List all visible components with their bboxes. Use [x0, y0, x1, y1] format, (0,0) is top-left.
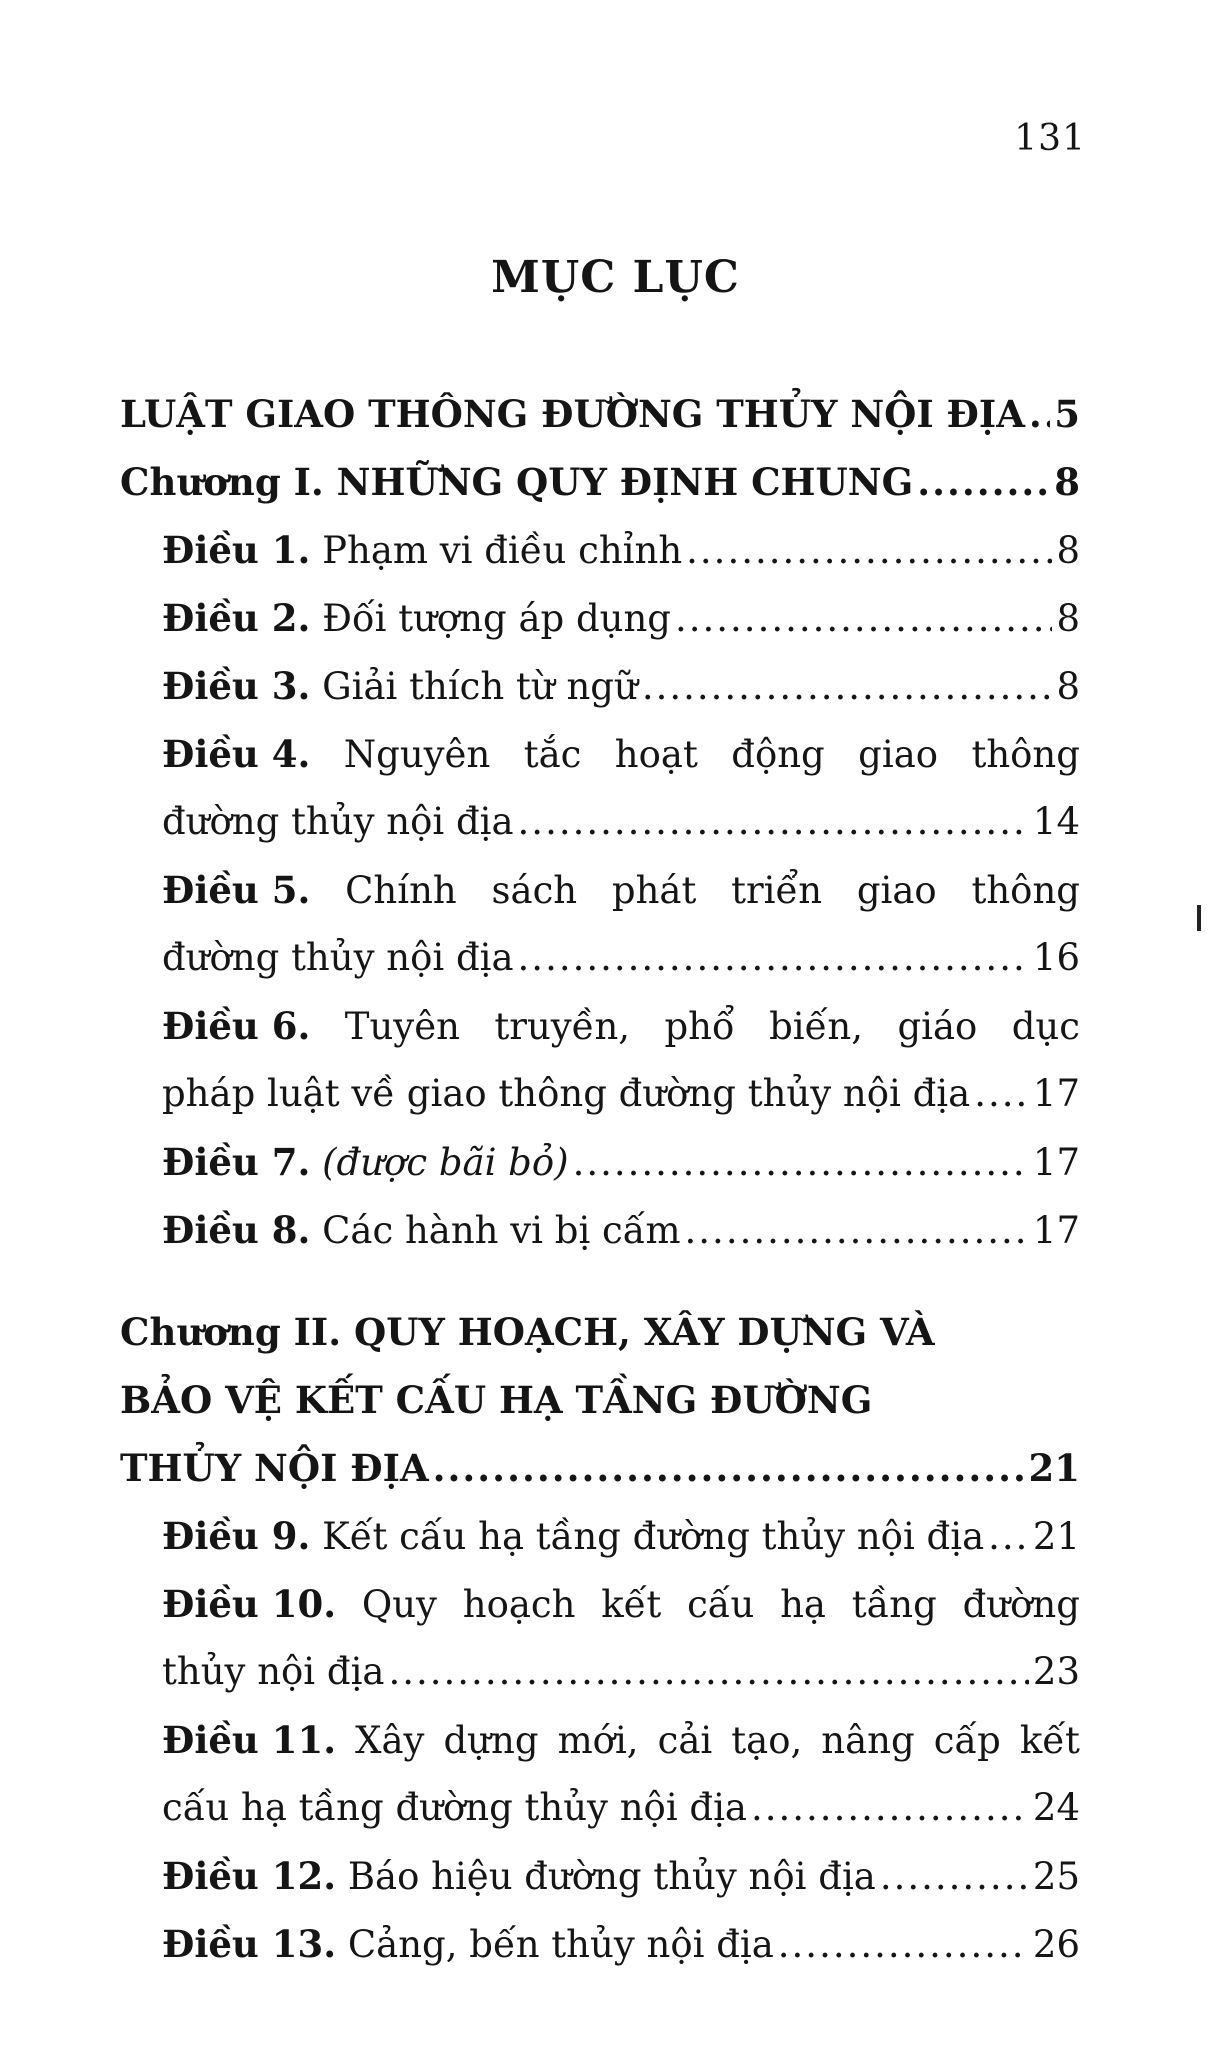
toc-entry — [120, 584, 1080, 652]
toc-entry-word: giao — [856, 869, 937, 912]
article-number: Điều 11. — [162, 1718, 337, 1762]
article-number: Điều 3. — [162, 664, 311, 708]
toc-entry — [120, 380, 1080, 448]
toc-page-number: 24 — [1032, 1786, 1080, 1829]
toc-entry-continuation — [120, 1774, 1080, 1842]
toc-entry-word: giáo — [897, 1005, 978, 1048]
toc-entry-title: thủy nội địa — [162, 1650, 385, 1693]
toc-entry-label — [162, 652, 638, 721]
table-of-contents — [120, 380, 1080, 1978]
toc-entry — [120, 1434, 1080, 1502]
toc-entry-first-line — [120, 856, 1080, 924]
toc-entry — [120, 1502, 1080, 1570]
dot-leader — [988, 1503, 1029, 1571]
toc-entry-title: đường thủy nội địa — [162, 936, 514, 979]
toc-entry — [120, 516, 1080, 584]
toc-entry-title: Báo hiệu đường thủy nội địa — [347, 1855, 876, 1898]
toc-entry-label — [120, 1434, 429, 1502]
toc-entry-word: biến, — [769, 1005, 863, 1048]
toc-entry-label — [162, 584, 671, 653]
dot-leader — [880, 1843, 1029, 1911]
toc-entry-first-line — [120, 992, 1080, 1060]
article-number: Điều 7. — [162, 1140, 311, 1184]
toc-page-number: 14 — [1032, 800, 1080, 843]
dot-leader — [917, 448, 1050, 516]
toc-entry-title: Các hành vi bị cấm — [322, 1209, 681, 1252]
toc-entry-title: (được bãi bỏ) — [322, 1141, 569, 1184]
article-number: Điều 10. — [162, 1582, 337, 1626]
toc-entry-word: cải — [657, 1719, 713, 1762]
article-number: Điều 12. — [162, 1854, 337, 1898]
toc-entry-first-line — [120, 1570, 1080, 1638]
dot-leader — [778, 1911, 1029, 1979]
chapter-heading-text: Chương II. QUY HOẠCH, XÂY DỰNG VÀ — [120, 1310, 935, 1354]
toc-entry-continuation — [120, 924, 1080, 992]
toc-page-number: 8 — [1056, 529, 1080, 572]
toc-entry-title: cấu hạ tầng đường thủy nội địa — [162, 1786, 747, 1829]
article-number: Điều 1. — [162, 528, 311, 572]
toc-entry-title: pháp luật về giao thông đường thủy nội địa — [162, 1072, 971, 1115]
toc-entry-word: cấp — [933, 1719, 1001, 1762]
toc-entry-title: Kết cấu hạ tầng đường thủy nội địa — [322, 1515, 985, 1558]
toc-entry-word: đường — [962, 1583, 1080, 1626]
toc-entry-word: Xây — [355, 1719, 425, 1762]
toc-entry-word: sách — [491, 869, 578, 912]
toc-page-number: 26 — [1032, 1923, 1080, 1966]
toc-entry-word: hạ — [780, 1583, 826, 1626]
dot-leader — [675, 585, 1052, 653]
toc-entry — [120, 1910, 1080, 1978]
toc-entry-word: kết — [1019, 1719, 1080, 1762]
toc-entry-continuation — [120, 788, 1080, 856]
toc-entry — [120, 448, 1080, 516]
toc-page-number: 17 — [1032, 1072, 1080, 1115]
toc-entry-first-line — [120, 720, 1080, 788]
toc-page-number: 17 — [1032, 1209, 1080, 1252]
article-number: Điều 13. — [162, 1922, 337, 1966]
toc-entry-word: nâng — [821, 1719, 915, 1762]
toc-entry-continuation — [120, 1060, 1080, 1128]
toc-entry-word: phát — [611, 869, 697, 912]
toc-entry-label — [162, 1128, 569, 1197]
toc-entry — [120, 1842, 1080, 1910]
toc-entry-title: Chương I. NHỮNG QUY ĐỊNH CHUNG — [120, 460, 914, 504]
toc-entry-word: hoạch — [462, 1583, 576, 1626]
scan-mark — [1197, 905, 1201, 931]
toc-entry-word: kết — [601, 1583, 662, 1626]
dot-leader — [974, 1060, 1029, 1128]
toc-entry-word: hoạt — [614, 733, 698, 776]
chapter-heading-line — [120, 1366, 1080, 1434]
toc-entry-title: Cảng, bến thủy nội địa — [347, 1923, 774, 1966]
dot-leader — [686, 517, 1052, 585]
toc-entry-continuation — [120, 1638, 1080, 1706]
toc-entry-word: tạo, — [731, 1719, 803, 1762]
toc-entry-label — [162, 1842, 876, 1911]
toc-entry-word: giao — [858, 733, 939, 776]
dot-leader — [642, 653, 1053, 721]
toc-entry-word: dục — [1011, 1005, 1080, 1048]
article-number: Điều 9. — [162, 1514, 311, 1558]
toc-entry-word: Chính — [345, 869, 457, 912]
toc-page-number: 17 — [1032, 1141, 1080, 1184]
dot-leader — [685, 1197, 1029, 1265]
toc-page-number: 16 — [1032, 936, 1080, 979]
toc-entry-title: Đối tượng áp dụng — [322, 597, 671, 640]
article-number: Điều 5. — [162, 868, 311, 912]
dot-leader — [751, 1774, 1029, 1842]
page-title: MỤC LỤC — [491, 252, 740, 303]
dot-leader — [518, 788, 1029, 856]
toc-entry — [120, 1128, 1080, 1196]
toc-entry-title: Phạm vi điều chỉnh — [322, 529, 683, 572]
toc-entry-word: mới, — [557, 1719, 639, 1762]
article-number: Điều 8. — [162, 1208, 311, 1252]
toc-page-number: 8 — [1054, 460, 1080, 504]
dot-leader — [573, 1129, 1029, 1197]
chapter-heading-line — [120, 1298, 1080, 1366]
dot-leader — [433, 1434, 1025, 1502]
toc-entry-title: LUẬT GIAO THÔNG ĐƯỜNG THỦY NỘI ĐỊA — [120, 392, 1025, 436]
toc-entry-word: tầng — [851, 1583, 937, 1626]
toc-entry — [120, 1196, 1080, 1264]
toc-entry-word: Nguyên — [343, 733, 491, 776]
toc-page-number: 5 — [1054, 392, 1080, 436]
toc-entry-label — [120, 380, 1025, 448]
toc-page-number: 8 — [1056, 597, 1080, 640]
toc-entry-title: Giải thích từ ngữ — [322, 665, 638, 708]
article-number: Điều 2. — [162, 596, 311, 640]
section-gap — [120, 1264, 1080, 1298]
page-number: 131 — [1014, 118, 1086, 159]
toc-entry-word: triển — [731, 869, 823, 912]
toc-page-number: 21 — [1032, 1515, 1080, 1558]
toc-entry-word: thông — [971, 733, 1080, 776]
toc-entry-label — [162, 1910, 774, 1979]
toc-entry-label — [162, 516, 682, 585]
toc-page-number: 25 — [1032, 1855, 1080, 1898]
toc-entry-label — [162, 1502, 984, 1571]
dot-leader — [518, 924, 1029, 992]
chapter-heading-text: BẢO VỆ KẾT CẤU HẠ TẦNG ĐƯỜNG — [120, 1378, 873, 1422]
toc-entry-word: phổ — [664, 1005, 735, 1048]
toc-entry-word: truyền, — [494, 1005, 631, 1048]
toc-entry-word: tắc — [523, 733, 582, 776]
article-number: Điều 4. — [162, 732, 311, 776]
toc-entry-label — [162, 1196, 681, 1265]
toc-entry-word: thông — [971, 869, 1080, 912]
toc-entry-title: đường thủy nội địa — [162, 800, 514, 843]
toc-entry-word: động — [731, 733, 825, 776]
toc-entry-word: cấu — [687, 1583, 755, 1626]
toc-page-number: 21 — [1028, 1446, 1080, 1490]
toc-page-number: 8 — [1056, 665, 1080, 708]
toc-entry-word: Tuyên — [344, 1005, 460, 1048]
dot-leader — [388, 1638, 1028, 1706]
toc-entry-label — [120, 448, 913, 516]
toc-entry-word: Quy — [361, 1583, 437, 1626]
toc-entry-first-line — [120, 1706, 1080, 1774]
toc-entry-title: THỦY NỘI ĐỊA — [120, 1446, 429, 1490]
toc-entry-word: dựng — [443, 1719, 539, 1762]
toc-page-number: 23 — [1032, 1650, 1080, 1693]
article-number: Điều 6. — [162, 1004, 311, 1048]
toc-entry — [120, 652, 1080, 720]
dot-leader — [1029, 380, 1050, 448]
